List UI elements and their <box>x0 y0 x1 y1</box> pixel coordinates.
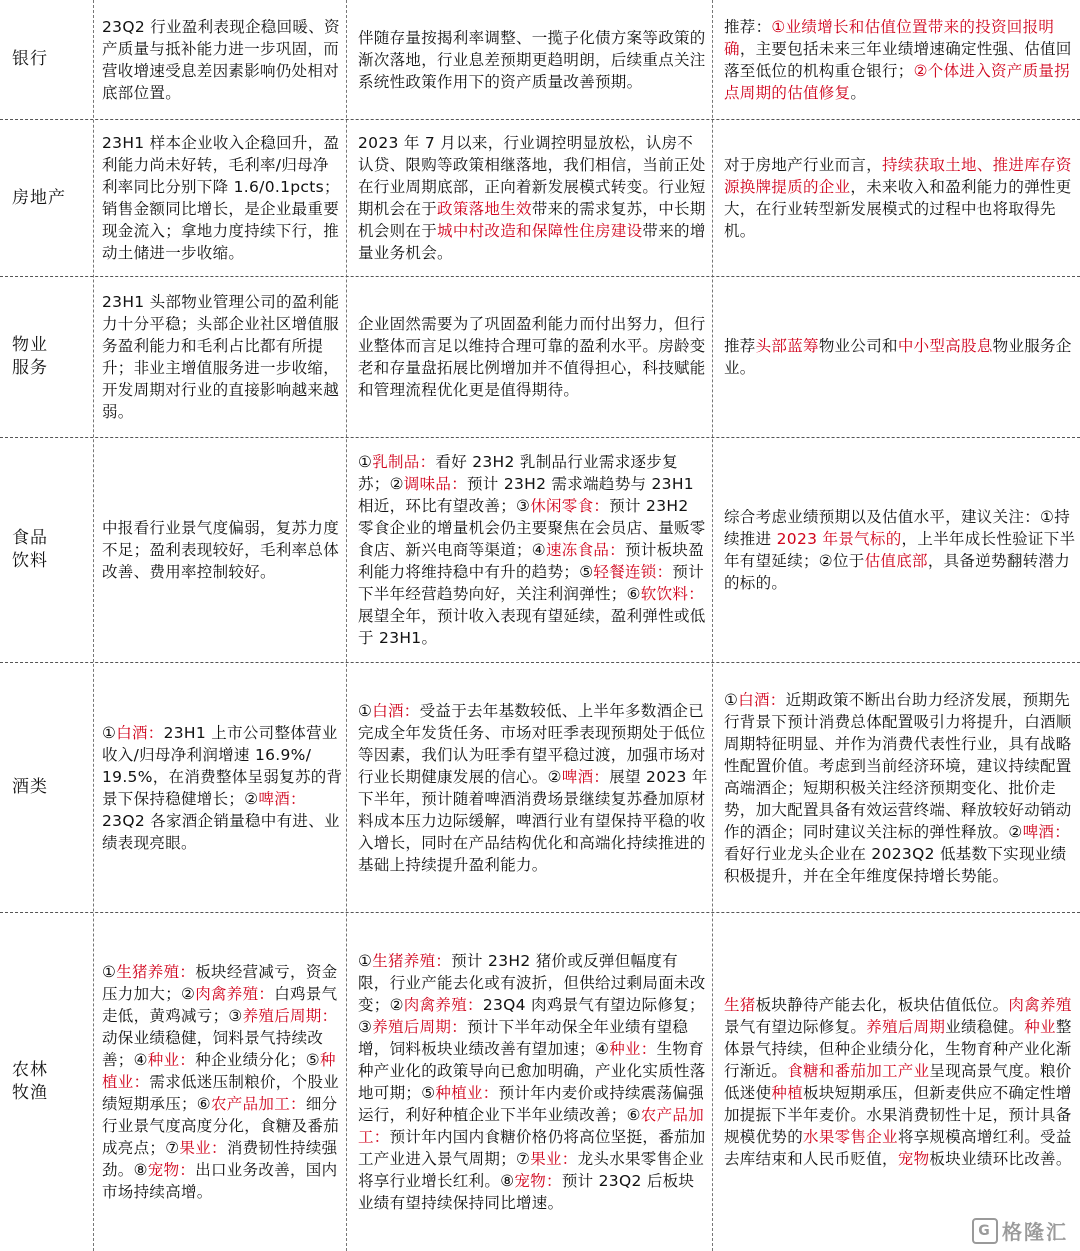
text-segment: 业绩稳健。 <box>945 1018 1025 1036</box>
status-cell <box>94 663 344 912</box>
strategy-text <box>724 506 1080 594</box>
outlook-cell <box>352 438 708 662</box>
highlight-text: 种业 <box>1024 1018 1056 1036</box>
text-segment: 预计年内国内食糖价格仍将高位坚挺，番茄加工产业进入景气周期；⑦ <box>358 1128 706 1168</box>
logo-icon: G <box>972 1218 998 1244</box>
text-segment: 消费韧性持续强劲。⑧ <box>102 1139 338 1179</box>
text-segment: 预计下半年经营趋势向好，关注利润弹性；⑥ <box>358 563 705 603</box>
strategy-cell <box>718 663 1080 912</box>
highlight-text: 食糖和番茄加工产业 <box>787 1062 930 1080</box>
highlight-text: 生猪 <box>724 996 756 1014</box>
category-label: 银行 <box>12 49 48 69</box>
strategy-cell <box>718 438 1080 662</box>
text-segment: ① <box>102 723 117 742</box>
text-segment: 整体景气持续，但种企业绩分化，生物育种产业化渐行渐近。 <box>724 1018 1072 1080</box>
text-segment: 23Q2 行业盈利表现企稳回暖、资产质量与抵补能力进一步巩固，而营收增速受息差因素影响仍处相对底部位置。 <box>102 17 340 102</box>
highlight-text: 休闲零食： <box>530 497 610 515</box>
highlight-text: 啤酒： <box>1022 822 1071 841</box>
highlight-text: 种植业： <box>435 1084 499 1102</box>
text-segment: 预计年内麦价或持续震荡偏强运行，利好种植企业下半年业绩改善；⑥ <box>358 1084 705 1124</box>
text-segment: 23H1 样本企业收入企稳回升，盈利能力尚未好转，毛利率/归母净利率同比分别下降 1.6/0.1pcts；销售金额同比增长，是企业最重要现金流入；拿地力度持续下行，推动土储进一步收缩。 <box>102 134 340 262</box>
text-segment: ，上半年成长性验证下半年有望延续；②位于 <box>724 530 1076 570</box>
highlight-text: 水果零售企业 <box>803 1128 898 1146</box>
highlight-text: 啤酒： <box>561 767 610 786</box>
text-segment: 预计 23Q2 后板块业绩有望持续保持同比增速。 <box>358 1172 695 1212</box>
text-segment: ① <box>102 963 117 981</box>
category-label: 酒类 <box>12 777 48 797</box>
text-segment: 预计下半年动保全年业绩有望稳增，饲料板块业绩改善有望加速；④ <box>358 1018 689 1058</box>
text-segment: 对于房地产行业而言， <box>724 156 883 174</box>
text-segment: 物业公司和 <box>818 337 898 355</box>
highlight-text: 养殖后周期： <box>372 1018 468 1036</box>
text-segment: 生物育种产业化的政策导向已愈加明确，产业化实质性落地可期；⑤ <box>358 1040 706 1102</box>
text-segment: 预计 23H2 零食企业的增量机会仍主要聚焦在会员店、量贩零食店、新兴电商等渠道；④ <box>358 497 706 559</box>
watermark <box>972 1216 1068 1245</box>
highlight-text: 软饮料： <box>640 585 704 603</box>
outlook-text <box>358 313 708 401</box>
text-segment: ① <box>358 453 373 471</box>
highlight-text: 头部蓝筹 <box>755 337 819 355</box>
highlight-text: 肉禽养殖： <box>195 985 275 1003</box>
category-label: 食品 饮料 <box>12 528 48 571</box>
text-segment: 需求低迷压制粮价，个股业绩短期承压；⑥ <box>102 1073 340 1113</box>
highlight-text: 农产品加工： <box>358 1106 704 1146</box>
text-segment: 23Q2 各家酒企销量稳中有进、业绩表现亮眼。 <box>102 811 340 852</box>
text-segment: 预计板块盈利能力将维持稳中有升的趋势；⑤ <box>358 541 705 581</box>
table-row <box>0 277 1080 438</box>
table-row <box>0 438 1080 663</box>
text-segment: 板块短期承压，但新麦供应不确定性增加提振下半年麦价。水果消费韧性十足，预计具备规模优势的 <box>724 1084 1072 1146</box>
text-segment: 中报看行业景气度偏弱，复苏力度不足；盈利表现较好，毛利率总体改善、费用率控制较好。 <box>102 519 340 581</box>
strategy-text <box>724 689 1080 887</box>
text-segment: 板块静待产能去化，板块估值低位。 <box>755 996 1009 1014</box>
text-segment: 白鸡景气走低，黄鸡减亏；③ <box>102 985 338 1025</box>
status-text <box>102 722 344 854</box>
highlight-text: 2023 年景气标的 <box>776 530 902 548</box>
table-row <box>0 913 1080 1251</box>
outlook-text <box>358 451 708 649</box>
table-row <box>0 0 1080 120</box>
highlight-text: 生猪养殖： <box>372 952 452 970</box>
text-segment: 受益于去年基数较低、上半年多数酒企已完成全年发货任务、市场对旺季表现预期处于低位等因素，我们认为旺季有望平稳过渡，加强市场对行业长期健康发展的信心。② <box>358 701 706 786</box>
category-label: 房地产 <box>12 187 66 208</box>
text-segment: 展望全年，预计收入表现有望延续，盈利弹性或低于 23H1。 <box>358 607 706 647</box>
highlight-text: 白酒： <box>738 690 786 709</box>
text-segment: 将享规模高增红利。受益去库结束和人民币贬值， <box>724 1128 1072 1168</box>
text-segment: ，未来收入和盈利能力的弹性更大，在行业转型新发展模式的过程中也将取得先机。 <box>724 178 1072 240</box>
category-label: 物业 服务 <box>12 335 48 378</box>
text-segment: 看好行业龙头企业在 2023Q2 低基数下实现业绩积极提升，并在全年维度保持增长势能。 <box>724 844 1067 885</box>
outlook-text <box>358 700 708 876</box>
highlight-text: 宠物： <box>514 1172 562 1190</box>
status-text <box>102 291 344 423</box>
text-segment: 带来的需求复苏，中长期机会则在于 <box>358 200 706 240</box>
strategy-cell <box>718 0 1080 119</box>
strategy-text <box>724 335 1080 379</box>
category-cell <box>0 0 92 119</box>
text-segment: 龙头水果零售企业将享行业增长红利。⑧ <box>358 1150 705 1190</box>
text-segment: 细分行业景气度高度分化，食糖及番茄成亮点；⑦ <box>102 1095 340 1157</box>
highlight-text: 宠物： <box>147 1161 196 1179</box>
category-label: 农林 牧渔 <box>12 1060 48 1103</box>
highlight-text: 养殖后周期 <box>866 1018 946 1036</box>
table-row <box>0 663 1080 913</box>
outlook-cell <box>352 277 708 437</box>
status-cell <box>94 0 344 119</box>
text-segment: 景气有望边际修复。 <box>724 1018 867 1036</box>
highlight-text: ②个体进入资产质量拐点周期的估值修复 <box>724 61 1071 102</box>
text-segment: 动保业绩稳健，饲料景气持续改善；④ <box>102 1029 324 1069</box>
text-segment: 。 <box>850 83 867 102</box>
highlight-text: 种植 <box>771 1084 804 1102</box>
text-segment: 看好 23H2 乳制品行业需求逐步复苏；② <box>358 453 678 493</box>
text-segment: ，具备逆势翻转潜力的标的。 <box>724 552 1071 592</box>
highlight-text: 白酒： <box>116 723 164 742</box>
text-segment: 2023 年 7 月以来，行业调控明显放松，认房不认贷、限购等政策相继落地，我们相信，当前正处在行业周期底部，正向着新发展模式转变。行业短期机会在于 <box>358 134 706 218</box>
highlight-text: 种植业： <box>102 1051 336 1091</box>
highlight-text: 果业： <box>179 1139 227 1157</box>
category-cell <box>0 277 92 437</box>
highlight-text: 政策落地生效 <box>437 200 532 218</box>
status-cell <box>94 913 344 1251</box>
highlight-text: 种业： <box>609 1040 657 1058</box>
text-segment: 23H1 上市公司整体营业收入/归母净利润增速 16.9%/ 19.5%，在消费整体呈弱复苏的背景下保持稳健增长；② <box>102 723 343 808</box>
highlight-text: 轻餐连锁： <box>593 563 673 581</box>
text-segment: 预计 23H2 需求端趋势与 23H1 相近，环比有望改善；③ <box>358 475 694 515</box>
text-segment: 23H1 头部物业管理公司的盈利能力十分平稳；头部企业社区增值服务盈利能力和毛利占比都有所提升；非业主增值服务进一步收缩，开发周期对行业的直接影响越来越弱。 <box>102 293 340 421</box>
highlight-text: 生猪养殖： <box>116 963 196 981</box>
highlight-text: 估值底部 <box>864 552 928 570</box>
watermark-text: 格隆汇 <box>1002 1220 1068 1244</box>
category-cell <box>0 438 92 662</box>
highlight-text: ①业绩增长和估值位置带来的投资回报明确 <box>724 17 1055 58</box>
status-cell <box>94 438 344 662</box>
highlight-text: 农产品加工： <box>211 1095 306 1113</box>
text-segment: 板块业绩环比改善。 <box>929 1150 1072 1168</box>
text-segment: ① <box>358 701 373 720</box>
status-cell <box>94 277 344 437</box>
highlight-text: 持续获取土地、推进库存资源换牌提质的企业 <box>724 156 1072 196</box>
status-cell <box>94 120 344 276</box>
text-segment: 推荐 <box>724 337 756 355</box>
highlight-text: 种业： <box>147 1051 196 1069</box>
status-text <box>102 517 344 583</box>
text-segment: 综合考虑业绩预期以及估值水平，建议关注：①持续推进 <box>724 508 1070 548</box>
highlight-text: 果业： <box>530 1150 578 1168</box>
table-row <box>0 120 1080 277</box>
text-segment: 呈现高景气度。粮价低迷使 <box>724 1062 1072 1102</box>
strategy-cell <box>718 120 1080 276</box>
highlight-text: 白酒： <box>372 701 420 720</box>
text-segment: 出口业务改善，国内市场持续高增。 <box>102 1161 338 1201</box>
text-segment: 展望 2023 年下半年，预计随着啤酒消费场景继续复苏叠加原材料成本压力边际缓解，啤酒行业有望保持平稳的收入增长，同时在产品结构优化和高端化持续推进的基础上持续提升盈利能力。 <box>358 767 708 874</box>
strategy-text <box>724 154 1080 242</box>
outlook-cell <box>352 0 708 119</box>
text-segment: 企业固然需要为了巩固盈利能力而付出努力，但行业整体而言足以维持合理可靠的盈利水平。房龄变老和存量盘拓展比例增加并不值得担心，科技赋能和管理流程优化更是值得期待。 <box>358 315 706 399</box>
text-segment: ① <box>724 690 739 709</box>
strategy-text <box>724 16 1080 104</box>
highlight-text: 调味品： <box>403 475 467 493</box>
text-segment: 推荐： <box>724 17 772 36</box>
category-cell <box>0 120 92 276</box>
highlight-text: 啤酒： <box>258 789 306 808</box>
text-segment: 近期政策不断出台助力经济发展，预期先行背景下预计消费总体配置吸引力将提升，白酒顺周期特征明显、并作为消费代表性行业，具有战略性配置价值。考虑到当前经济环境，建议持续配置高端酒企；短期积极关注经济预期变化、批价走势，加大配置具备有效运营终端、释放较好动销动作的酒企；同时建议关注标的弹性释放。② <box>724 690 1072 841</box>
status-text <box>102 961 344 1203</box>
highlight-text: 中小型高股息 <box>897 337 993 355</box>
category-cell <box>0 913 92 1251</box>
text-segment: 预计 23H2 猪价或反弹但幅度有限，行业产能去化或有波折，但供给过剩局面未改变；② <box>358 952 706 1014</box>
outlook-cell <box>352 120 708 276</box>
text-segment: 种企业绩分化；⑤ <box>195 1051 320 1069</box>
text-segment: 板块经营减亏，资金压力加大；② <box>102 963 338 1003</box>
strategy-cell <box>718 913 1080 1251</box>
highlight-text: 宠物 <box>897 1150 930 1168</box>
outlook-text <box>358 27 708 93</box>
highlight-text: 肉禽养殖 <box>1008 996 1072 1014</box>
text-segment: 伴随存量按揭利率调整、一揽子化债方案等政策的渐次落地，行业息差预期更趋明朗，后续重点关注系统性政策作用下的资产质量改善预期。 <box>358 28 706 91</box>
outlook-cell <box>352 913 708 1251</box>
highlight-text: 城中村改造和保障性住房建设 <box>437 222 643 240</box>
text-segment: 23Q4 肉鸡景气有望边际修复；③ <box>358 996 705 1036</box>
text-segment: 带来的增量业务机会。 <box>358 222 706 262</box>
strategy-text <box>724 994 1080 1170</box>
status-text <box>102 132 344 264</box>
highlight-text: 速冻食品： <box>546 541 626 559</box>
status-text <box>102 16 344 104</box>
strategy-cell <box>718 277 1080 437</box>
text-segment: 物业服务企业。 <box>724 337 1072 377</box>
highlight-text: 养殖后周期： <box>242 1007 338 1025</box>
highlight-text: 乳制品： <box>372 453 436 471</box>
outlook-cell <box>352 663 708 912</box>
outlook-text <box>358 950 708 1214</box>
outlook-text <box>358 132 708 264</box>
category-cell <box>0 663 92 912</box>
text-segment: ，主要包括未来三年业绩增速确定性强、估值回落至低位的机构重仓银行； <box>724 39 1072 80</box>
highlight-text: 肉禽养殖： <box>403 996 483 1014</box>
text-segment: ① <box>358 952 373 970</box>
